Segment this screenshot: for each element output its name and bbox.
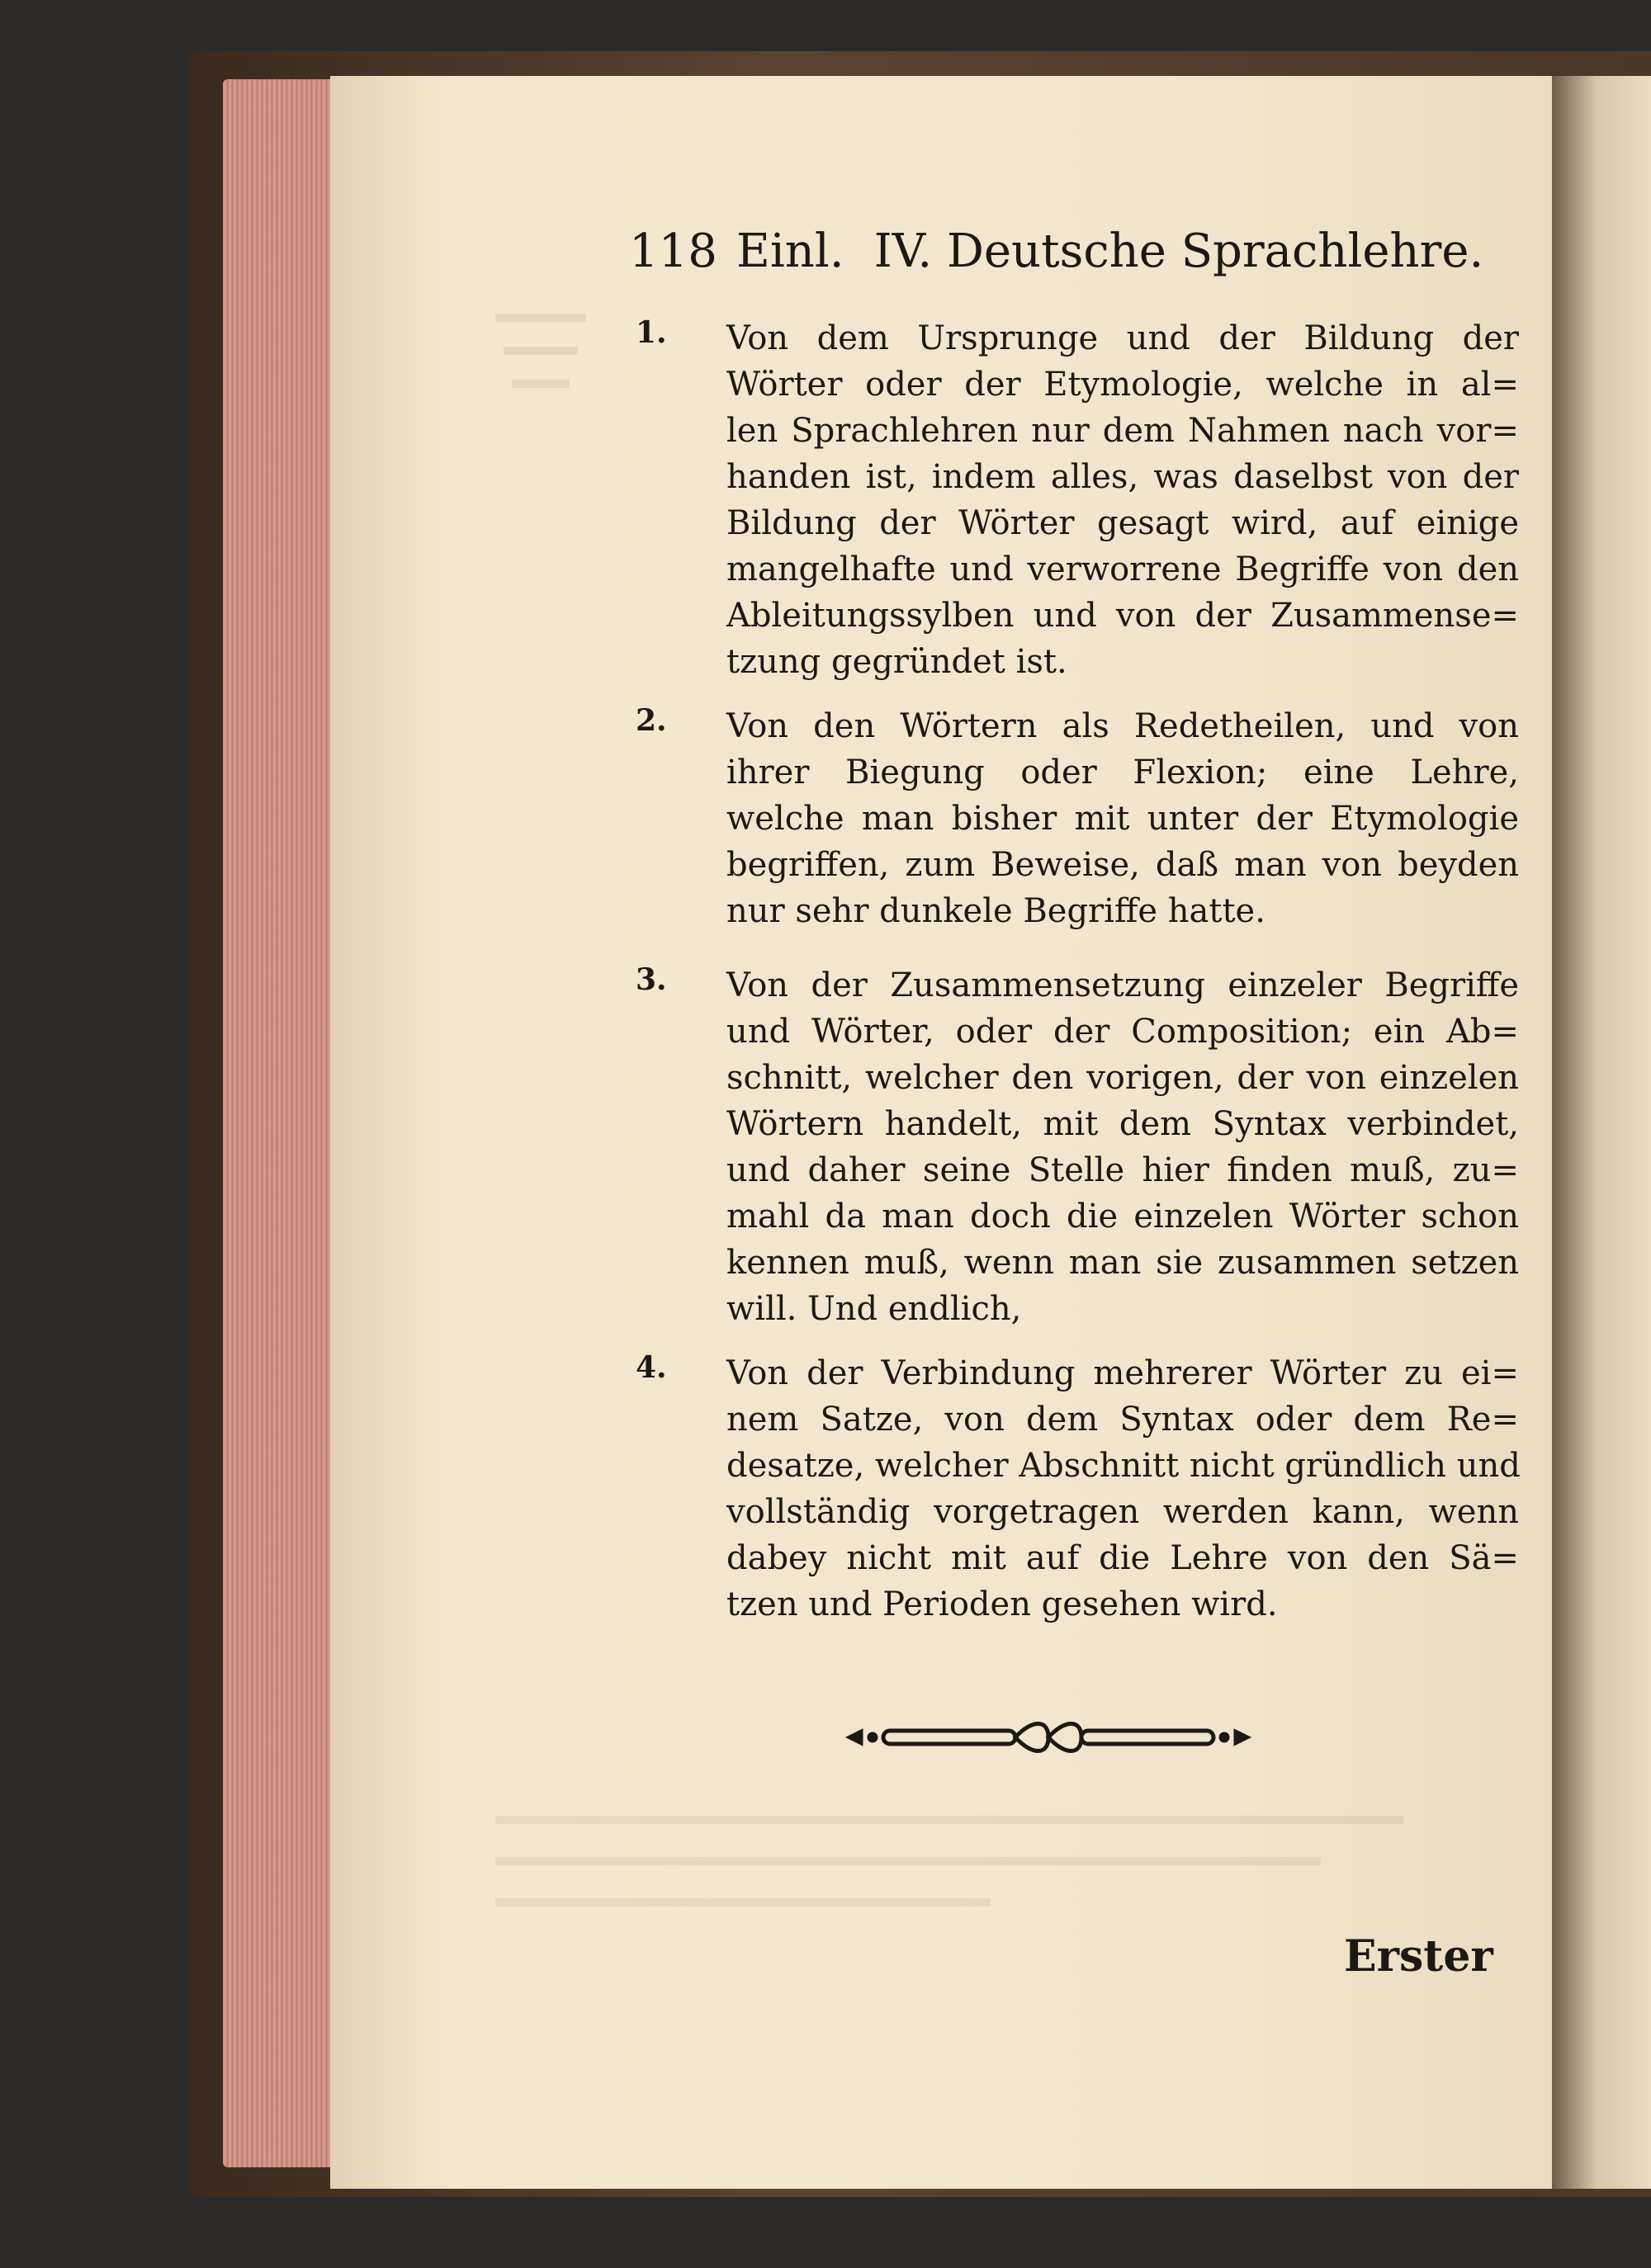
item-line: begriffen, zum Beweise, daß man von beyden (726, 846, 1519, 884)
item-number: 4. (636, 1350, 667, 1385)
item-line: desatze, welcher Abschnitt nicht gründlich und (726, 1447, 1521, 1485)
running-header (629, 224, 1484, 278)
list-item (636, 1350, 1521, 1628)
item-number: 3. (636, 962, 667, 997)
chapter-title: Deutsche Sprachlehre. (946, 224, 1484, 278)
list-item (636, 315, 1519, 685)
item-line: vollständig vorgetragen werden kann, wenn (726, 1493, 1519, 1531)
item-line: schnitt, welcher den vorigen, der von einzelen (726, 1059, 1519, 1097)
item-line: nur sehr dunkele Begriffe hatte. (726, 892, 1265, 930)
item-line: und daher seine Stelle hier finden muß, zu= (726, 1151, 1519, 1189)
item-line: Wörtern handelt, mit dem Syntax verbindet, (726, 1105, 1519, 1143)
item-number: 2. (636, 703, 667, 738)
item-line: welche man bisher mit unter der Etymologie (726, 800, 1519, 838)
item-line: tzung gegründet ist. (726, 643, 1067, 681)
section-label: Einl. (736, 224, 844, 278)
item-line: ihrer Biegung oder Flexion; eine Lehre, (726, 754, 1519, 791)
item-line: tzen und Perioden gesehen wird. (726, 1585, 1278, 1623)
item-line: Wörter oder der Etymologie, welche in al= (726, 366, 1519, 404)
page-edges (223, 79, 338, 2167)
item-line: mahl da man doch die einzelen Wörter schon (726, 1198, 1519, 1236)
item-line: len Sprachlehren nur dem Nahmen nach vor= (726, 412, 1519, 450)
item-line: Von den Wörtern als Redetheilen, und von (726, 707, 1519, 745)
item-line: will. Und endlich, (726, 1290, 1022, 1328)
item-line: Von der Zusammensetzung einzeler Begriffe (726, 966, 1519, 1004)
list-item (636, 962, 1519, 1332)
ornament-divider-icon (838, 1713, 1259, 1762)
item-line: nem Satze, von dem Syntax oder dem Re= (726, 1401, 1519, 1439)
item-line: dabey nicht mit auf die Lehre von den Sä= (726, 1539, 1519, 1577)
item-line: kennen muß, wenn man sie zusammen setzen (726, 1244, 1519, 1282)
page-number: 118 (629, 224, 717, 278)
book-gutter (1552, 76, 1651, 2189)
chapter-numeral: IV. (873, 224, 933, 278)
item-line: Von dem Ursprunge und der Bildung der (726, 319, 1519, 357)
item-number: 1. (636, 315, 667, 350)
item-line: Bildung der Wörter gesagt wird, auf einige (726, 504, 1519, 542)
show-through (495, 297, 594, 413)
show-through-lower (495, 1799, 1486, 1948)
item-line: handen ist, indem alles, was daselbst von der (726, 458, 1519, 496)
item-line: und Wörter, oder der Composition; ein Ab= (726, 1013, 1519, 1051)
item-line: Ableitungssylben und von der Zusammense= (726, 597, 1519, 635)
item-line: Von der Verbindung mehrerer Wörter zu ei= (726, 1354, 1519, 1392)
item-line: mangelhafte und verworrene Begriffe von den (726, 550, 1519, 588)
catchword: Erster (1344, 1931, 1493, 1982)
list-item (636, 703, 1519, 934)
